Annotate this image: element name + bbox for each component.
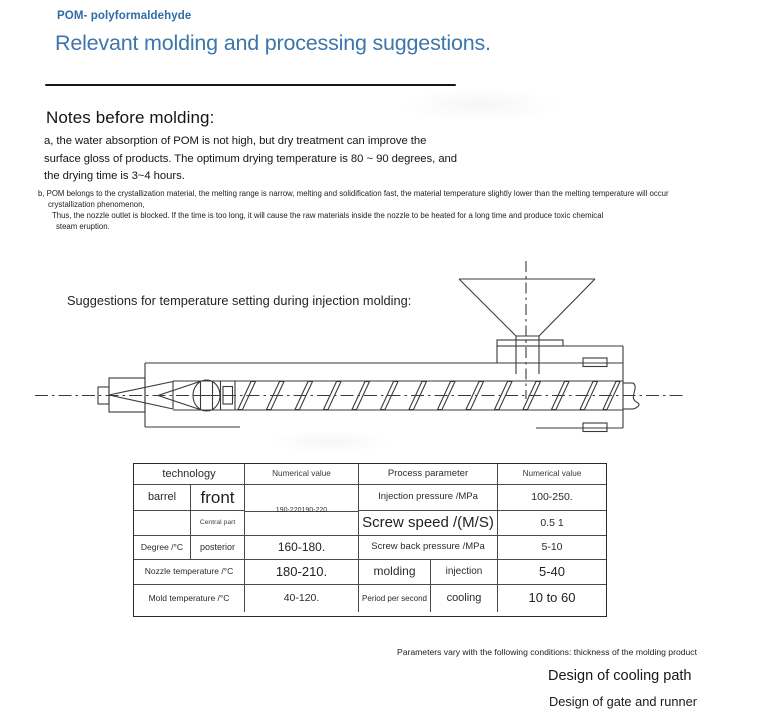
table-header-numerical-value-left: Numerical value — [245, 464, 359, 485]
paragraph-b-line: steam eruption. — [56, 221, 110, 231]
scan-smudge — [400, 88, 560, 122]
parameters-footnote: Parameters vary with the following conditions: thickness of the molding product — [397, 647, 697, 657]
table-cell-injection-pressure-value: 100-250. — [498, 485, 606, 511]
paragraph-b-line: b, POM belongs to the crystallization material, the melting range is narrow, melting and solidification fast, the material temperature slightly lower than the melting temperature will occur — [38, 189, 669, 198]
process-parameters-table — [133, 463, 607, 617]
paragraph-a-line: the drying time is 3~4 hours. — [44, 170, 185, 182]
table-cell-cooling-time-value: 10 to 60 — [528, 590, 576, 606]
temperature-suggestions-heading: Suggestions for temperature setting during injection molding: — [67, 293, 412, 308]
table-cell-front: front — [191, 485, 245, 511]
table-header-process-parameter: Process parameter — [359, 464, 498, 485]
table-cell-barrel: barrel — [134, 485, 191, 511]
table-cell-screw-speed: Screw speed /(M/S) — [359, 511, 498, 536]
table-cell-nozzle-temperature-value: 180-210. — [245, 560, 359, 585]
page-title: Relevant molding and processing suggestions. — [55, 31, 491, 55]
paragraph-b-line: crystallization phenomenon, — [48, 199, 145, 209]
document-eyebrow: POM- polyformaldehyde — [57, 10, 192, 22]
table-cell-posterior: posterior — [191, 536, 245, 560]
table-cell-central-part: Central part — [191, 511, 245, 536]
check-ring — [193, 380, 220, 411]
injection-molding-unit-diagram — [0, 250, 760, 465]
table-cell-empty — [134, 511, 191, 536]
table-cell-injection: injection — [431, 560, 498, 585]
paragraph-b-line: Thus, the nozzle outlet is blocked. If the time is too long, it will cause the raw materials inside the nozzle to be heated for a long time and produce toxic chemical — [52, 210, 604, 220]
table-cell-screw-speed-value: 0.5 1 — [498, 511, 606, 536]
paragraph-a-line: a, the water absorption of POM is not high, but dry treatment can improve the — [44, 135, 427, 147]
table-cell-screw-back-pressure-value: 5-10 — [498, 536, 606, 560]
design-cooling-path-heading: Design of cooling path — [548, 668, 692, 684]
notes-heading: Notes before molding: — [46, 108, 215, 127]
paragraph-a-line: surface gloss of products. The optimum drying temperature is 80 ~ 90 degrees, and — [44, 152, 458, 165]
table-cell-molding: molding — [359, 560, 431, 585]
title-underline — [45, 84, 456, 86]
table-cell-period-per-second: Period per second — [359, 585, 431, 612]
table-cell-front-central-value — [245, 485, 359, 536]
hopper — [459, 279, 595, 374]
table-cell-mold-temperature-value: 40-120. — [245, 585, 359, 612]
barrel — [145, 346, 623, 428]
table-cell-posterior-value: 160-180. — [245, 536, 359, 560]
table-cell-nozzle-temperature: Nozzle temperature /°C — [134, 560, 245, 585]
table-cell-cooling: cooling — [431, 585, 498, 612]
table-header-technology: technology — [134, 464, 245, 485]
table-cell-screw-back-pressure: Screw back pressure /MPa — [359, 536, 498, 560]
table-cell-injection-pressure: Injection pressure /MPa — [359, 485, 498, 511]
design-gate-runner-heading: Design of gate and runner — [549, 694, 697, 709]
strikethrough-value: 190-220190-220 — [275, 506, 328, 514]
table-header-numerical-value-right: Numerical value — [498, 464, 606, 485]
table-cell-mold-temperature: Mold temperature /°C — [134, 585, 245, 612]
table-cell-injection-time-value: 5-40 — [498, 560, 606, 585]
table-cell-degree: Degree /°C — [134, 536, 191, 560]
